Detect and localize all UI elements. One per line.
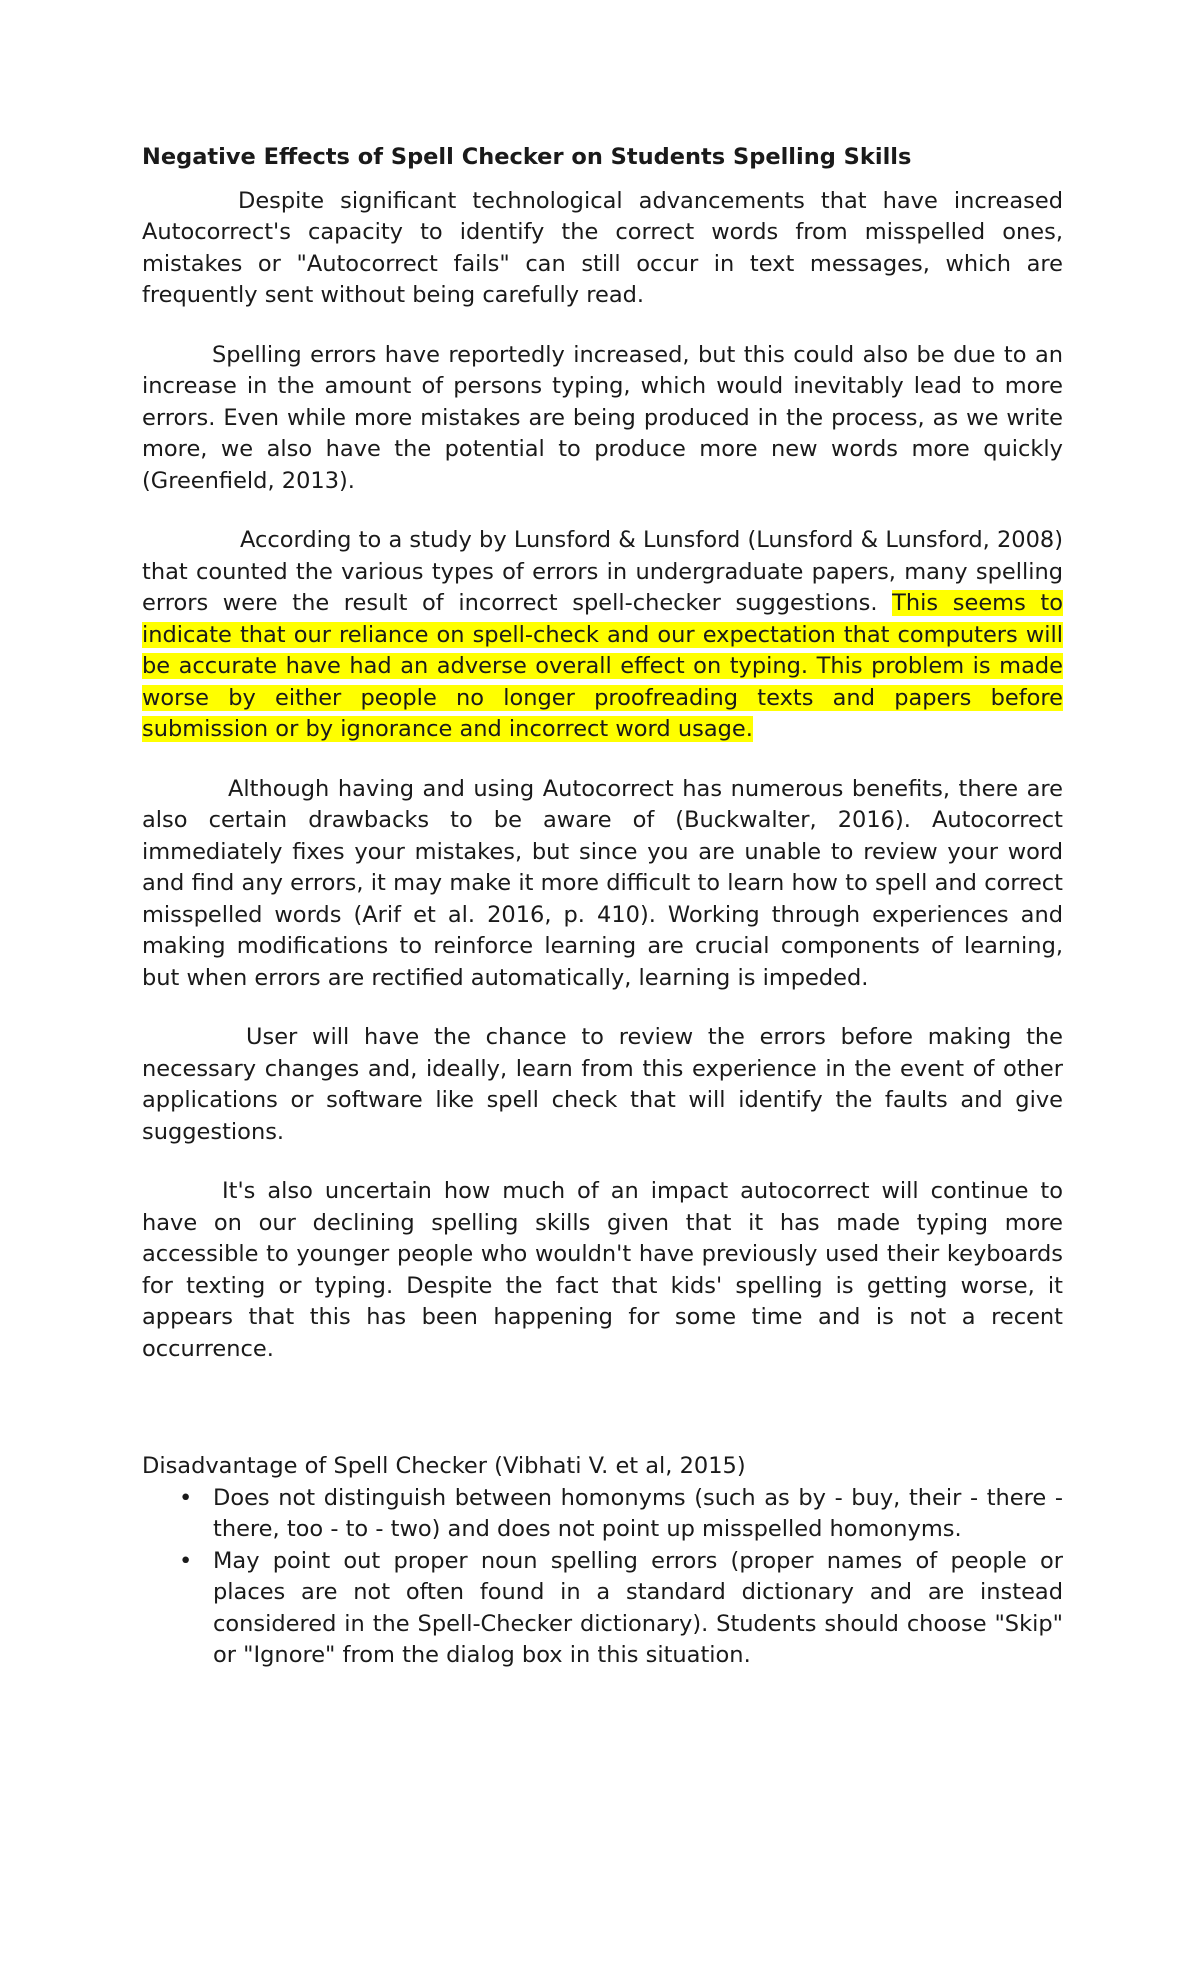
- paragraph: [142, 774, 1063, 995]
- paragraph: [142, 186, 1063, 312]
- bullet-icon: •: [179, 1547, 193, 1574]
- highlighted-text: This seems to indicate that our reliance on spell-check and our expectation that computers will be accurate have had an adverse overall effect on typing. This problem is made worse by either people no longer proofreading texts and papers before submission or by ignorance and incorrect word usage.: [142, 590, 1063, 742]
- list-item: [142, 1483, 1063, 1546]
- list-item: [142, 1546, 1063, 1672]
- paragraph: [142, 1022, 1063, 1148]
- paragraph-text: It's also uncertain how much of an impact autocorrect will continue to have on our declining spelling skills given that it has made typing more accessible to younger people who wouldn't have previously used their keyboards for texting or typing. Despite the fact that kids' spelling is getting worse, it appears that this has been happening for some time and is not a recent occurrence.: [142, 1178, 1063, 1362]
- paragraph: [142, 340, 1063, 498]
- paragraph-text: Although having and using Autocorrect has numerous benefits, there are also certain drawbacks to be aware of (Buckwalter, 2016). Autocorrect immediately fixes your mistakes, but since you are unable to review your word and find any errors, it may make it more difficult to learn how to spell and correct misspelled words (Arif et al. 2016, p. 410). Working through experiences and making modifications to reinforce learning are crucial components of learning, but when errors are rectified automatically, learning is impeded.: [142, 775, 1063, 991]
- blank-line: [142, 1393, 1063, 1451]
- paragraph: [142, 1176, 1063, 1365]
- paragraph-text: Spelling errors have reportedly increased, but this could also be due to an increase in the amount of persons typing, which would inevitably lead to more errors. Even while more mistakes are being produced in the process, as we write more, we also have the potential to produce more new words more quickly (Greenfield, 2013).: [142, 341, 1063, 494]
- bullet-list: [142, 1483, 1063, 1672]
- paragraph-text: Despite significant technological advancements that have increased Autocorrect's capacity to identify the correct words from misspelled ones, mistakes or "Autocorrect fails" can still occur in text messages, which are frequently sent without being carefully read.: [142, 187, 1063, 308]
- list-item-text: May point out proper noun spelling errors (proper names of people or places are not often found in a standard dictionary and are instead considered in the Spell-Checker dictionary). Students should choose "Skip" or "Ignore" from the dialog box in this situation.: [213, 1547, 1063, 1668]
- paragraph-text: According to a study by Lunsford & Lunsford (Lunsford & Lunsford, 2008) that counted the various types of errors in undergraduate papers, many spelling errors were the result of incorrect spell-checker suggestions.: [142, 527, 1063, 616]
- document-page: [142, 142, 1063, 1672]
- list-item-text: Does not distinguish between homonyms (such as by - buy, their - there - there, too - to - two) and does not point up misspelled homonyms.: [213, 1484, 1063, 1542]
- bullet-icon: •: [179, 1484, 193, 1511]
- paragraph: [142, 525, 1063, 746]
- document-title: Negative Effects of Spell Checker on Students Spelling Skills: [142, 144, 912, 170]
- paragraph-text: User will have the chance to review the errors before making the necessary changes and, ideally, learn from this experience in the event of other applications or software like spell check that will identify the faults and give suggestions.: [142, 1024, 1063, 1145]
- list-heading: Disadvantage of Spell Checker (Vibhati V. et al, 2015): [142, 1453, 746, 1479]
- body-paragraphs: [142, 186, 1063, 1366]
